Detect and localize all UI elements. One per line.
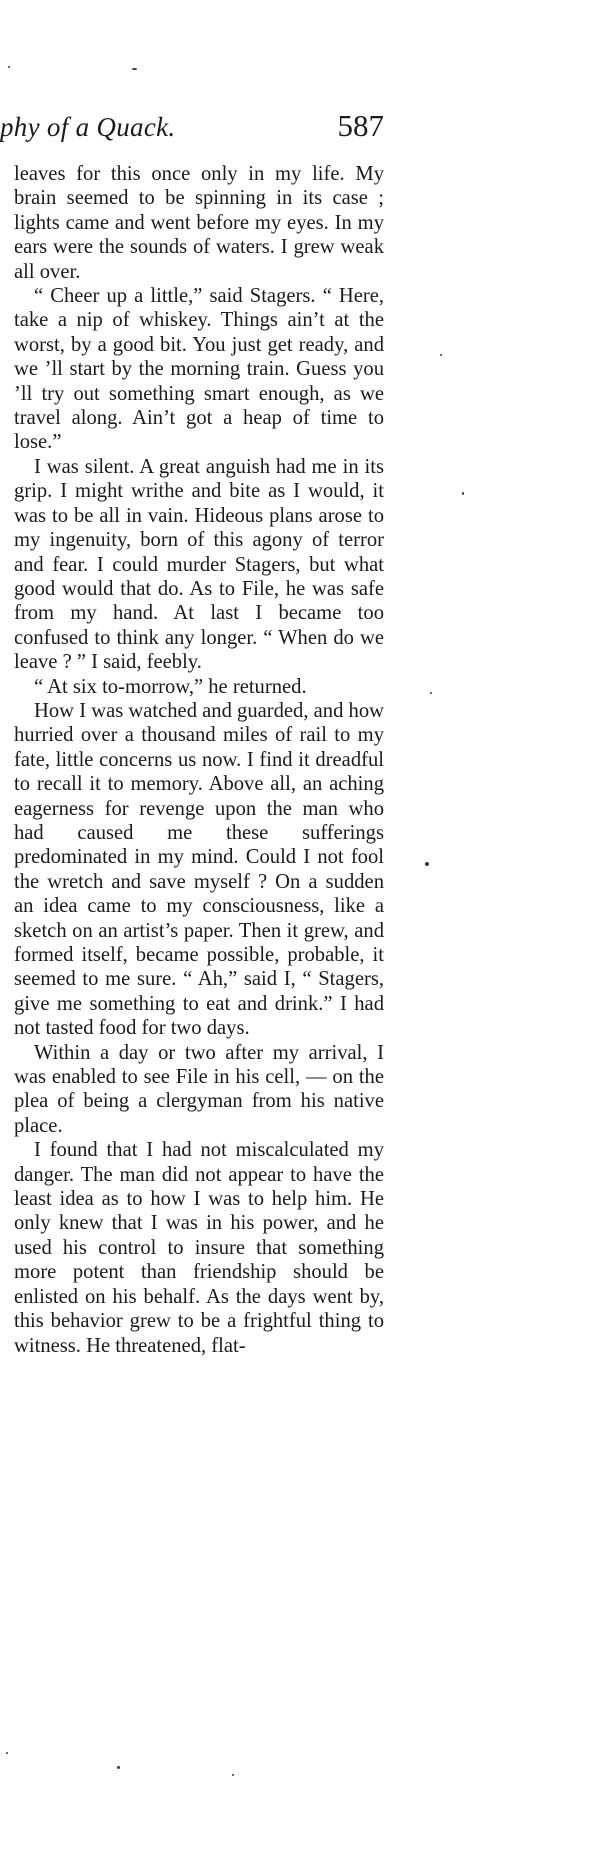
paragraph-5: How I was watched and guarded, and how hurried over a thousand miles of rail to my fate, little concerns us now. I find it dreadful to recall it to memory. Above all, an aching eagerness for revenge upon the man who had caused me these sufferings predominated in my mind. Could I not fool the wretch and save myself ? On a sudden an idea came to my consciousness, like a sketch on an artist’s paper. Then it grew, and formed itself, became possible, probable, it seemed to me sure. “ Ah,” said I, “ Stagers, give me something to eat and drink.” I had not tasted food for two days. — [14, 699, 384, 1040]
body-text — [14, 162, 384, 1358]
scan-speck — [462, 492, 464, 495]
scan-speck — [232, 1774, 234, 1776]
scan-speck — [132, 68, 137, 70]
paragraph-2: “ Cheer up a little,” said Stagers. “ Here, take a nip of whiskey. Things ain’t at the worst, by a good bit. You just get ready, and we ’ll start by the morning train. Guess you ’ll try out something smart enough, as we travel along. Ain’t got a heap of time to lose.” — [14, 285, 384, 454]
paragraph-1: leaves for this once only in my life. My brain seemed to be spinning in its case ; lights came and went before my eyes. In my ears were the sounds of waters. I grew weak all over. — [14, 163, 384, 283]
scan-speck — [425, 862, 429, 866]
page-number: 587 — [337, 108, 384, 143]
scan-speck — [440, 354, 442, 356]
running-title: phy of a Quack. — [0, 112, 176, 142]
paragraph-3: I was silent. A great anguish had me in its grip. I might writhe and bite as I would, it was to be all in vain. Hideous plans arose to my ingenuity, born of this agony of terror and fear. I could murder Stagers, but what good would that do. As to File, he was safe from my hand. At last I became too confused to think any longer. “ When do we leave ? ” I said, feebly. — [14, 455, 384, 674]
scan-speck — [430, 692, 432, 694]
scan-speck — [8, 66, 10, 68]
paragraph-7: I found that I had not miscalculated my danger. The man did not appear to have the least idea as to how I was to help him. He only knew that I was in his power, and he used his control to insure that something more potent than friendship should be enlisted on his behalf. As the days went by, this behavior grew to be a frightful thing to witness. He threatened, flat- — [14, 1139, 384, 1357]
scan-speck — [117, 1766, 120, 1769]
paragraph-6: Within a day or two after my arrival, I was enabled to see File in his cell, — on the plea of being a clergyman from his native place. — [14, 1041, 384, 1137]
running-head — [0, 108, 384, 148]
paragraph-4: “ At six to-morrow,” he returned. — [34, 675, 307, 698]
scan-speck — [6, 1752, 8, 1754]
